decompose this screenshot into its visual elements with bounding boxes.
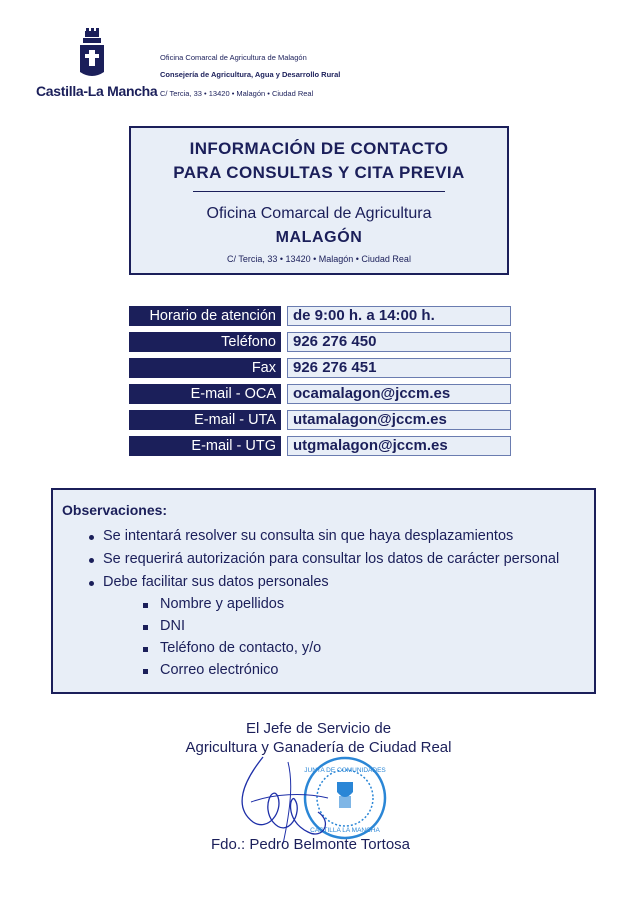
- official-seal-and-signature-icon: [233, 752, 393, 847]
- svg-text:JUNTA DE COMUNIDADES: JUNTA DE COMUNIDADES: [304, 767, 386, 774]
- email-uta-link[interactable]: utamalagon@jccm.es: [287, 410, 511, 430]
- signatory-title-line-1: El Jefe de Servicio de: [245, 720, 392, 737]
- observation-subitem: DNI: [160, 618, 185, 634]
- bullet-square-icon: [143, 669, 148, 674]
- bullet-square-icon: [143, 647, 148, 652]
- observation-subitem: Correo electrónico: [160, 662, 279, 678]
- hours-value: de 9:00 h. a 14:00 h.: [287, 306, 511, 326]
- observations-title: Observaciones:: [62, 502, 168, 518]
- observation-item: Debe facilitar sus datos personales: [103, 574, 329, 590]
- bullet-dot-icon: [89, 581, 94, 586]
- phone-label: Teléfono: [129, 332, 281, 352]
- fax-label: Fax: [129, 358, 281, 378]
- observation-item: Se requerirá autorización para consultar los datos de carácter personal: [103, 551, 560, 567]
- title-divider: [193, 191, 445, 192]
- phone-value[interactable]: 926 276 450: [287, 332, 511, 352]
- email-oca-label: E-mail - OCA: [129, 384, 281, 404]
- office-name: Oficina Comarcal de Agricultura: [206, 205, 432, 222]
- signatory-title-line-2: Agricultura y Ganadería de Ciudad Real: [185, 739, 452, 756]
- bullet-square-icon: [143, 625, 148, 630]
- email-utg-label: E-mail - UTG: [129, 436, 281, 456]
- observation-subitem: Nombre y apellidos: [160, 596, 285, 612]
- hours-label: Horario de atención: [129, 306, 281, 326]
- bullet-dot-icon: [89, 558, 94, 563]
- svg-text:CASTILLA LA MANCHA: CASTILLA LA MANCHA: [310, 827, 380, 834]
- email-utg-link[interactable]: utgmalagon@jccm.es: [287, 436, 511, 456]
- email-uta-label: E-mail - UTA: [129, 410, 281, 430]
- observations-box: [51, 488, 596, 694]
- office-city: MALAGÓN: [275, 229, 363, 246]
- bullet-dot-icon: [89, 535, 94, 540]
- contact-title-box: [129, 126, 509, 275]
- header-address-line: C/ Tercia, 33 • 13420 • Malagón • Ciudad Real: [160, 89, 314, 98]
- header-department-line: Consejería de Agricultura, Agua y Desarrollo Rural: [160, 70, 341, 79]
- title-line-2: PARA CONSULTAS Y CITA PREVIA: [173, 163, 465, 182]
- email-oca-link[interactable]: ocamalagon@jccm.es: [287, 384, 511, 404]
- bullet-square-icon: [143, 603, 148, 608]
- observation-item: Se intentará resolver su consulta sin que haya desplazamientos: [103, 528, 514, 544]
- observation-subitem: Teléfono de contacto, y/o: [160, 640, 322, 656]
- header-office-line: Oficina Comarcal de Agricultura de Malagón: [160, 53, 307, 62]
- signed-by-name: Fdo.: Pedro Belmonte Tortosa: [211, 836, 410, 853]
- office-address: C/ Tercia, 33 • 13420 • Malagón • Ciudad Real: [227, 254, 411, 264]
- brand-logo-text: Castilla-La Mancha: [36, 83, 158, 99]
- castilla-la-mancha-emblem-icon: [72, 28, 112, 80]
- title-line-1: INFORMACIÓN DE CONTACTO: [189, 139, 449, 158]
- fax-value: 926 276 451: [287, 358, 511, 378]
